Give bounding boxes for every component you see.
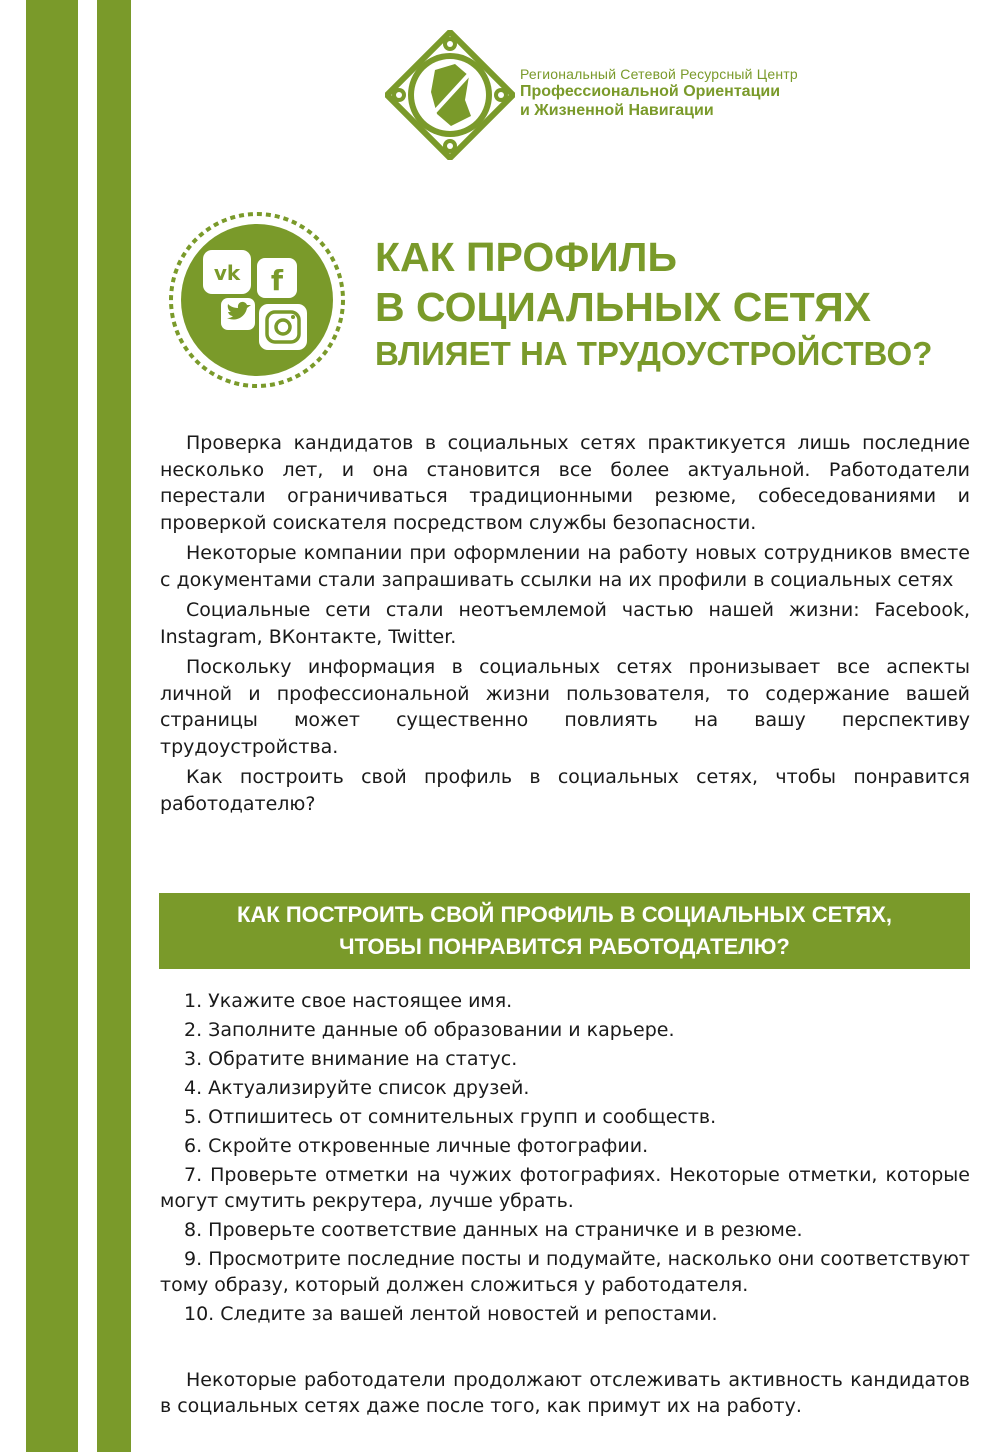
svg-text:f: f xyxy=(270,264,284,297)
list-item: 2. Заполните данные об образовании и карьере. xyxy=(184,1019,675,1041)
list-item: 8. Проверьте соответствие данных на страничке и в резюме. xyxy=(184,1219,803,1241)
section-banner xyxy=(159,893,970,969)
list-item: 5. Отпишитесь от сомнительных групп и сообществ. xyxy=(184,1106,717,1128)
list-item: 10. Следите за вашей лентой новостей и репостами. xyxy=(184,1303,718,1325)
left-stripe-narrow xyxy=(97,0,131,1452)
svg-text:vk: vk xyxy=(213,261,241,285)
intro-paragraph: Поскольку информация в социальных сетях пронизывает все аспекты личной и профессиональной жизни пользователя, то содержание вашей страницы может существенно повлиять на вашу перспективу трудоустройства. xyxy=(160,656,970,758)
title-line-3: ВЛИЯЕТ НА ТРУДОУСТРОЙСТВО? xyxy=(375,335,933,372)
facebook-icon xyxy=(257,258,297,298)
twitter-icon xyxy=(221,298,255,330)
page-title xyxy=(375,232,932,376)
logo-text xyxy=(520,66,798,120)
title-line-1: КАК ПРОФИЛЬ xyxy=(375,234,677,280)
intro-paragraph: Проверка кандидатов в социальных сетях практикуется лишь последние несколько лет, и она становится все более актуальной. Работодатели перестали ограничиваться традиционными резюме, собеседованиями и проверкой соискателя посредством службы безопасности. xyxy=(160,432,970,534)
intro-text xyxy=(160,430,970,821)
compass-region-map-logo xyxy=(385,30,515,160)
logo-line-3: и Жизненной Навигации xyxy=(520,102,714,119)
intro-paragraph: Некоторые компании при оформлении на работу новых сотрудников вместе с документами стали запрашивать ссылки на их профили в социальных сетях xyxy=(160,542,970,591)
banner-line-1: КАК ПОСТРОИТЬ СВОЙ ПРОФИЛЬ В СОЦИАЛЬНЫХ СЕТЯХ, xyxy=(236,902,892,927)
list-item: 1. Укажите свое настоящее имя. xyxy=(184,990,513,1012)
tips-list xyxy=(160,988,970,1330)
left-stripe-wide xyxy=(26,0,78,1452)
footer-paragraph: Некоторые работодатели продолжают отслеживать активность кандидатов в социальных сетях даже после того, как примут их на работу. xyxy=(160,1369,970,1417)
banner-line-2: ЧТОБЫ ПОНРАВИТСЯ РАБОТОДАТЕЛЮ? xyxy=(339,934,790,959)
list-item: 9. Просмотрите последние посты и подумайте, насколько они соответствуют тому образу, который должен сложиться у работодателя. xyxy=(160,1248,970,1296)
list-item: 6. Скройте откровенные личные фотографии. xyxy=(184,1135,649,1157)
intro-paragraph: Как построить свой профиль в социальных сетях, чтобы понравится работодателю? xyxy=(160,766,970,815)
logo-line-2: Профессиональной Ориентации xyxy=(520,83,781,100)
list-item: 4. Актуализируйте список друзей. xyxy=(184,1077,530,1099)
list-item: 3. Обратите внимание на статус. xyxy=(184,1048,518,1070)
logo-line-1: Региональный Сетевой Ресурсный Центр xyxy=(520,66,798,82)
title-line-2: В СОЦИАЛЬНЫХ СЕТЯХ xyxy=(375,284,872,330)
social-networks-badge xyxy=(157,210,357,390)
intro-paragraph: Социальные сети стали неотъемлемой частью нашей жизни: Facebook, Instagram, ВКонтакте, Twitter. xyxy=(160,599,970,648)
instagram-icon xyxy=(259,304,307,350)
vk-icon xyxy=(203,250,251,294)
list-item: 7. Проверьте отметки на чужих фотографиях. Некоторые отметки, которые могут смутить рекрутера, лучше убрать. xyxy=(160,1164,970,1212)
